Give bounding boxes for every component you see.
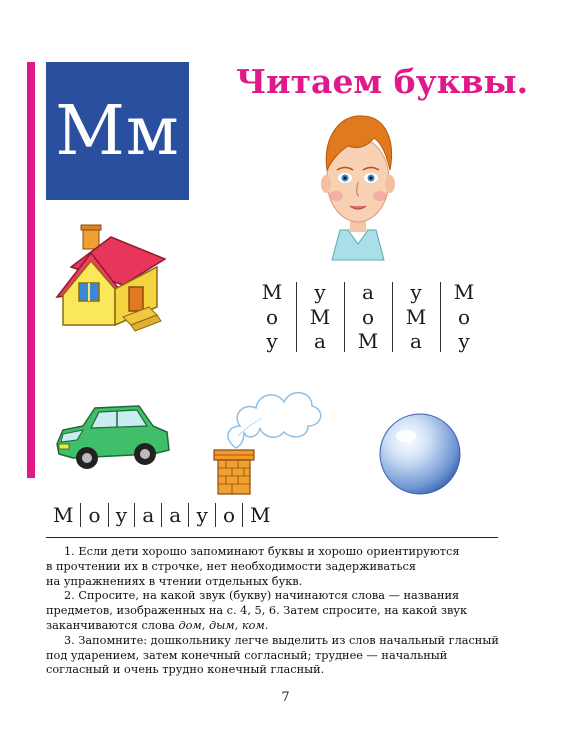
note-line — [46, 619, 506, 634]
note-italic-words: дом, дым, ком — [178, 618, 265, 632]
pink-margin-bar — [27, 62, 35, 478]
grid-cell: о — [361, 304, 375, 329]
grid-cell: а — [314, 329, 326, 354]
grid-column — [296, 280, 344, 354]
notes-divider — [46, 537, 498, 538]
grid-cell: у — [314, 280, 326, 304]
chimney-smoke-icon — [200, 376, 330, 498]
sequence-letter: М — [250, 503, 271, 527]
note-line: 3. Запомните: дошкольнику легче выделить из слов начальный гласный — [64, 633, 499, 647]
teacher-notes — [46, 545, 506, 678]
boy-face-icon — [318, 112, 398, 262]
note-line: на упражнениях в чтении отдельных букв. — [46, 574, 303, 588]
grid-column — [392, 280, 440, 354]
house-icon — [53, 225, 171, 333]
note-text: . — [264, 618, 269, 632]
letter-sequence — [46, 500, 278, 530]
sequence-letter: у — [115, 503, 128, 527]
letter-grid — [248, 280, 488, 354]
car-icon — [53, 400, 173, 474]
grid-column — [440, 280, 488, 354]
grid-cell: М — [309, 304, 331, 329]
note-line: 2. Спросите, на какой звук (букву) начинаются слова — названия — [64, 589, 460, 603]
grid-column — [248, 280, 296, 354]
grid-cell: М — [453, 280, 475, 304]
sequence-letter: о — [222, 503, 236, 527]
note-line: 1. Если дети хорошо запоминают буквы и хорошо ориентируются — [64, 545, 460, 558]
grid-cell: а — [362, 280, 374, 304]
grid-cell: М — [261, 280, 283, 304]
note-line: под ударением, затем конечный согласный; труднее — начальный — [46, 648, 448, 662]
grid-cell: а — [410, 329, 422, 354]
sequence-letter: а — [169, 503, 182, 527]
grid-cell: М — [405, 304, 427, 329]
grid-cell: М — [357, 329, 379, 354]
grid-cell: у — [458, 329, 470, 354]
note-line: в прочтении их в строчке, нет необходимости задерживаться — [46, 559, 417, 573]
letter-box — [46, 62, 189, 200]
ball-icon — [378, 412, 462, 496]
sequence-letter: а — [142, 503, 155, 527]
grid-cell: у — [410, 280, 422, 304]
note-line: согласный и очень трудно конечный гласный. — [46, 663, 325, 677]
note-line: предметов, изображенных на с. 4, 5, 6. Затем спросите, на какой звук — [46, 604, 468, 618]
grid-column — [344, 280, 392, 354]
note-text: заканчиваются слова — [46, 618, 179, 632]
page-title: Читаем буквы. — [236, 62, 529, 101]
letter-box-text: Мм — [55, 91, 180, 171]
sequence-letter: М — [53, 503, 74, 527]
page-number: 7 — [281, 690, 290, 705]
grid-cell: о — [457, 304, 471, 329]
grid-cell: о — [265, 304, 279, 329]
grid-cell: у — [266, 329, 278, 354]
sequence-letter: о — [88, 503, 101, 527]
sequence-letter: у — [196, 503, 208, 527]
